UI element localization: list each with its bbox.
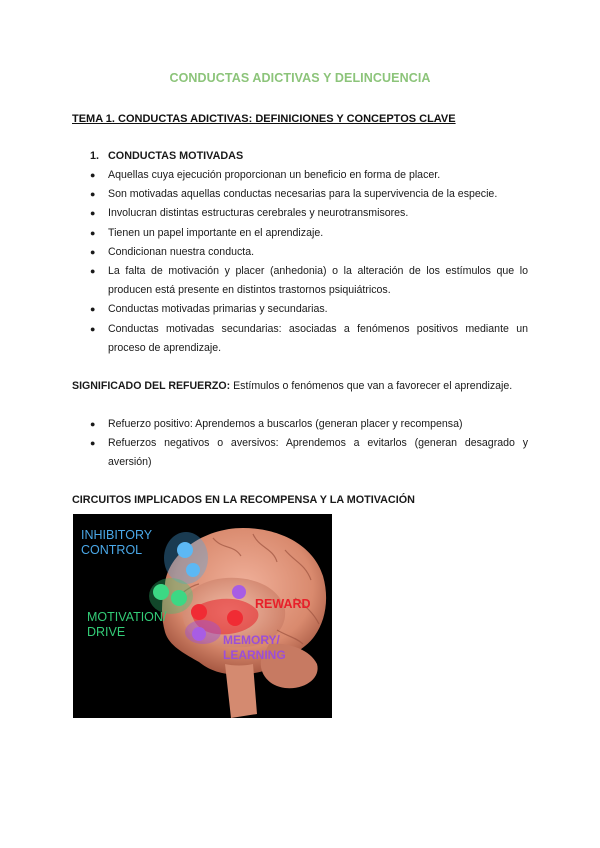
section-heading — [90, 150, 243, 162]
tema-heading: TEMA 1. CONDUCTAS ADICTIVAS: DEFINICIONES Y CONCEPTOS CLAVE — [72, 113, 456, 125]
label-memory-2: LEARNING — [223, 648, 286, 662]
list-item: ● Son motivadas aquellas conductas necesarias para la supervivencia de la especie. — [90, 185, 528, 204]
list-item: ● La falta de motivación y placer (anhedonia) o la alteración de los estímulos que lo producen está presente en distintos trastornos psiquiátricos. — [90, 262, 528, 300]
label-motivation-1: MOTIVATION/ — [87, 610, 167, 624]
bullet-icon: ● — [90, 323, 96, 334]
bullet-icon: ● — [90, 438, 96, 449]
bullet-icon: ● — [90, 419, 96, 429]
list-item: ● Tienen un papel importante en el aprendizaje. — [90, 224, 528, 243]
refuerzo-label: SIGNIFICADO DEL REFUERZO: — [72, 380, 231, 392]
motivadas-list — [90, 166, 528, 358]
list-item: ● Involucran distintas estructuras cerebrales y neurotransmisores. — [90, 204, 528, 223]
refuerzo-paragraph — [72, 377, 528, 396]
section-number: 1. — [90, 150, 100, 162]
bullet-icon: ● — [90, 246, 96, 257]
list-item: ● Conductas motivadas primarias y secundarias. — [90, 300, 528, 319]
circuits-heading: CIRCUITOS IMPLICADOS EN LA RECOMPENSA Y LA MOTIVACIÓN — [72, 494, 415, 506]
refuerzo-text: Estímulos o fenómenos que van a favorecer el aprendizaje. — [230, 380, 513, 392]
brain-illustration — [73, 514, 332, 718]
list-item: ● Refuerzo positivo: Aprendemos a buscarlos (generan placer y recompensa) — [90, 415, 528, 434]
label-inhibitory-2: CONTROL — [81, 543, 143, 557]
bullet-icon: ● — [90, 170, 96, 180]
label-reward: REWARD — [255, 597, 311, 611]
label-inhibitory-1: INHIBITORY — [81, 528, 153, 542]
bullet-icon: ● — [90, 304, 96, 315]
document-title: CONDUCTAS ADICTIVAS Y DELINCUENCIA — [169, 71, 431, 85]
bullet-icon: ● — [90, 266, 96, 277]
list-item: ● Refuerzos negativos o aversivos: Aprendemos a evitarlos (generan desagrado y aversión) — [90, 434, 528, 472]
bullet-icon: ● — [90, 227, 96, 238]
label-motivation-2: DRIVE — [87, 625, 126, 639]
inhibitory-region — [164, 532, 208, 584]
bullet-icon: ● — [90, 189, 96, 200]
list-item: ● Condicionan nuestra conducta. — [90, 243, 528, 262]
list-item: ● Aquellas cuya ejecución proporcionan un beneficio en forma de placer. — [90, 166, 528, 185]
label-memory-1: MEMORY/ — [223, 633, 280, 647]
bullet-icon: ● — [90, 208, 96, 219]
brain-circuits-figure — [73, 514, 332, 718]
section-title: CONDUCTAS MOTIVADAS — [108, 150, 244, 162]
list-item: ● Conductas motivadas secundarias: asociadas a fenómenos positivos mediante un proceso de aprendizaje. — [90, 320, 528, 358]
refuerzo-list — [90, 415, 528, 473]
